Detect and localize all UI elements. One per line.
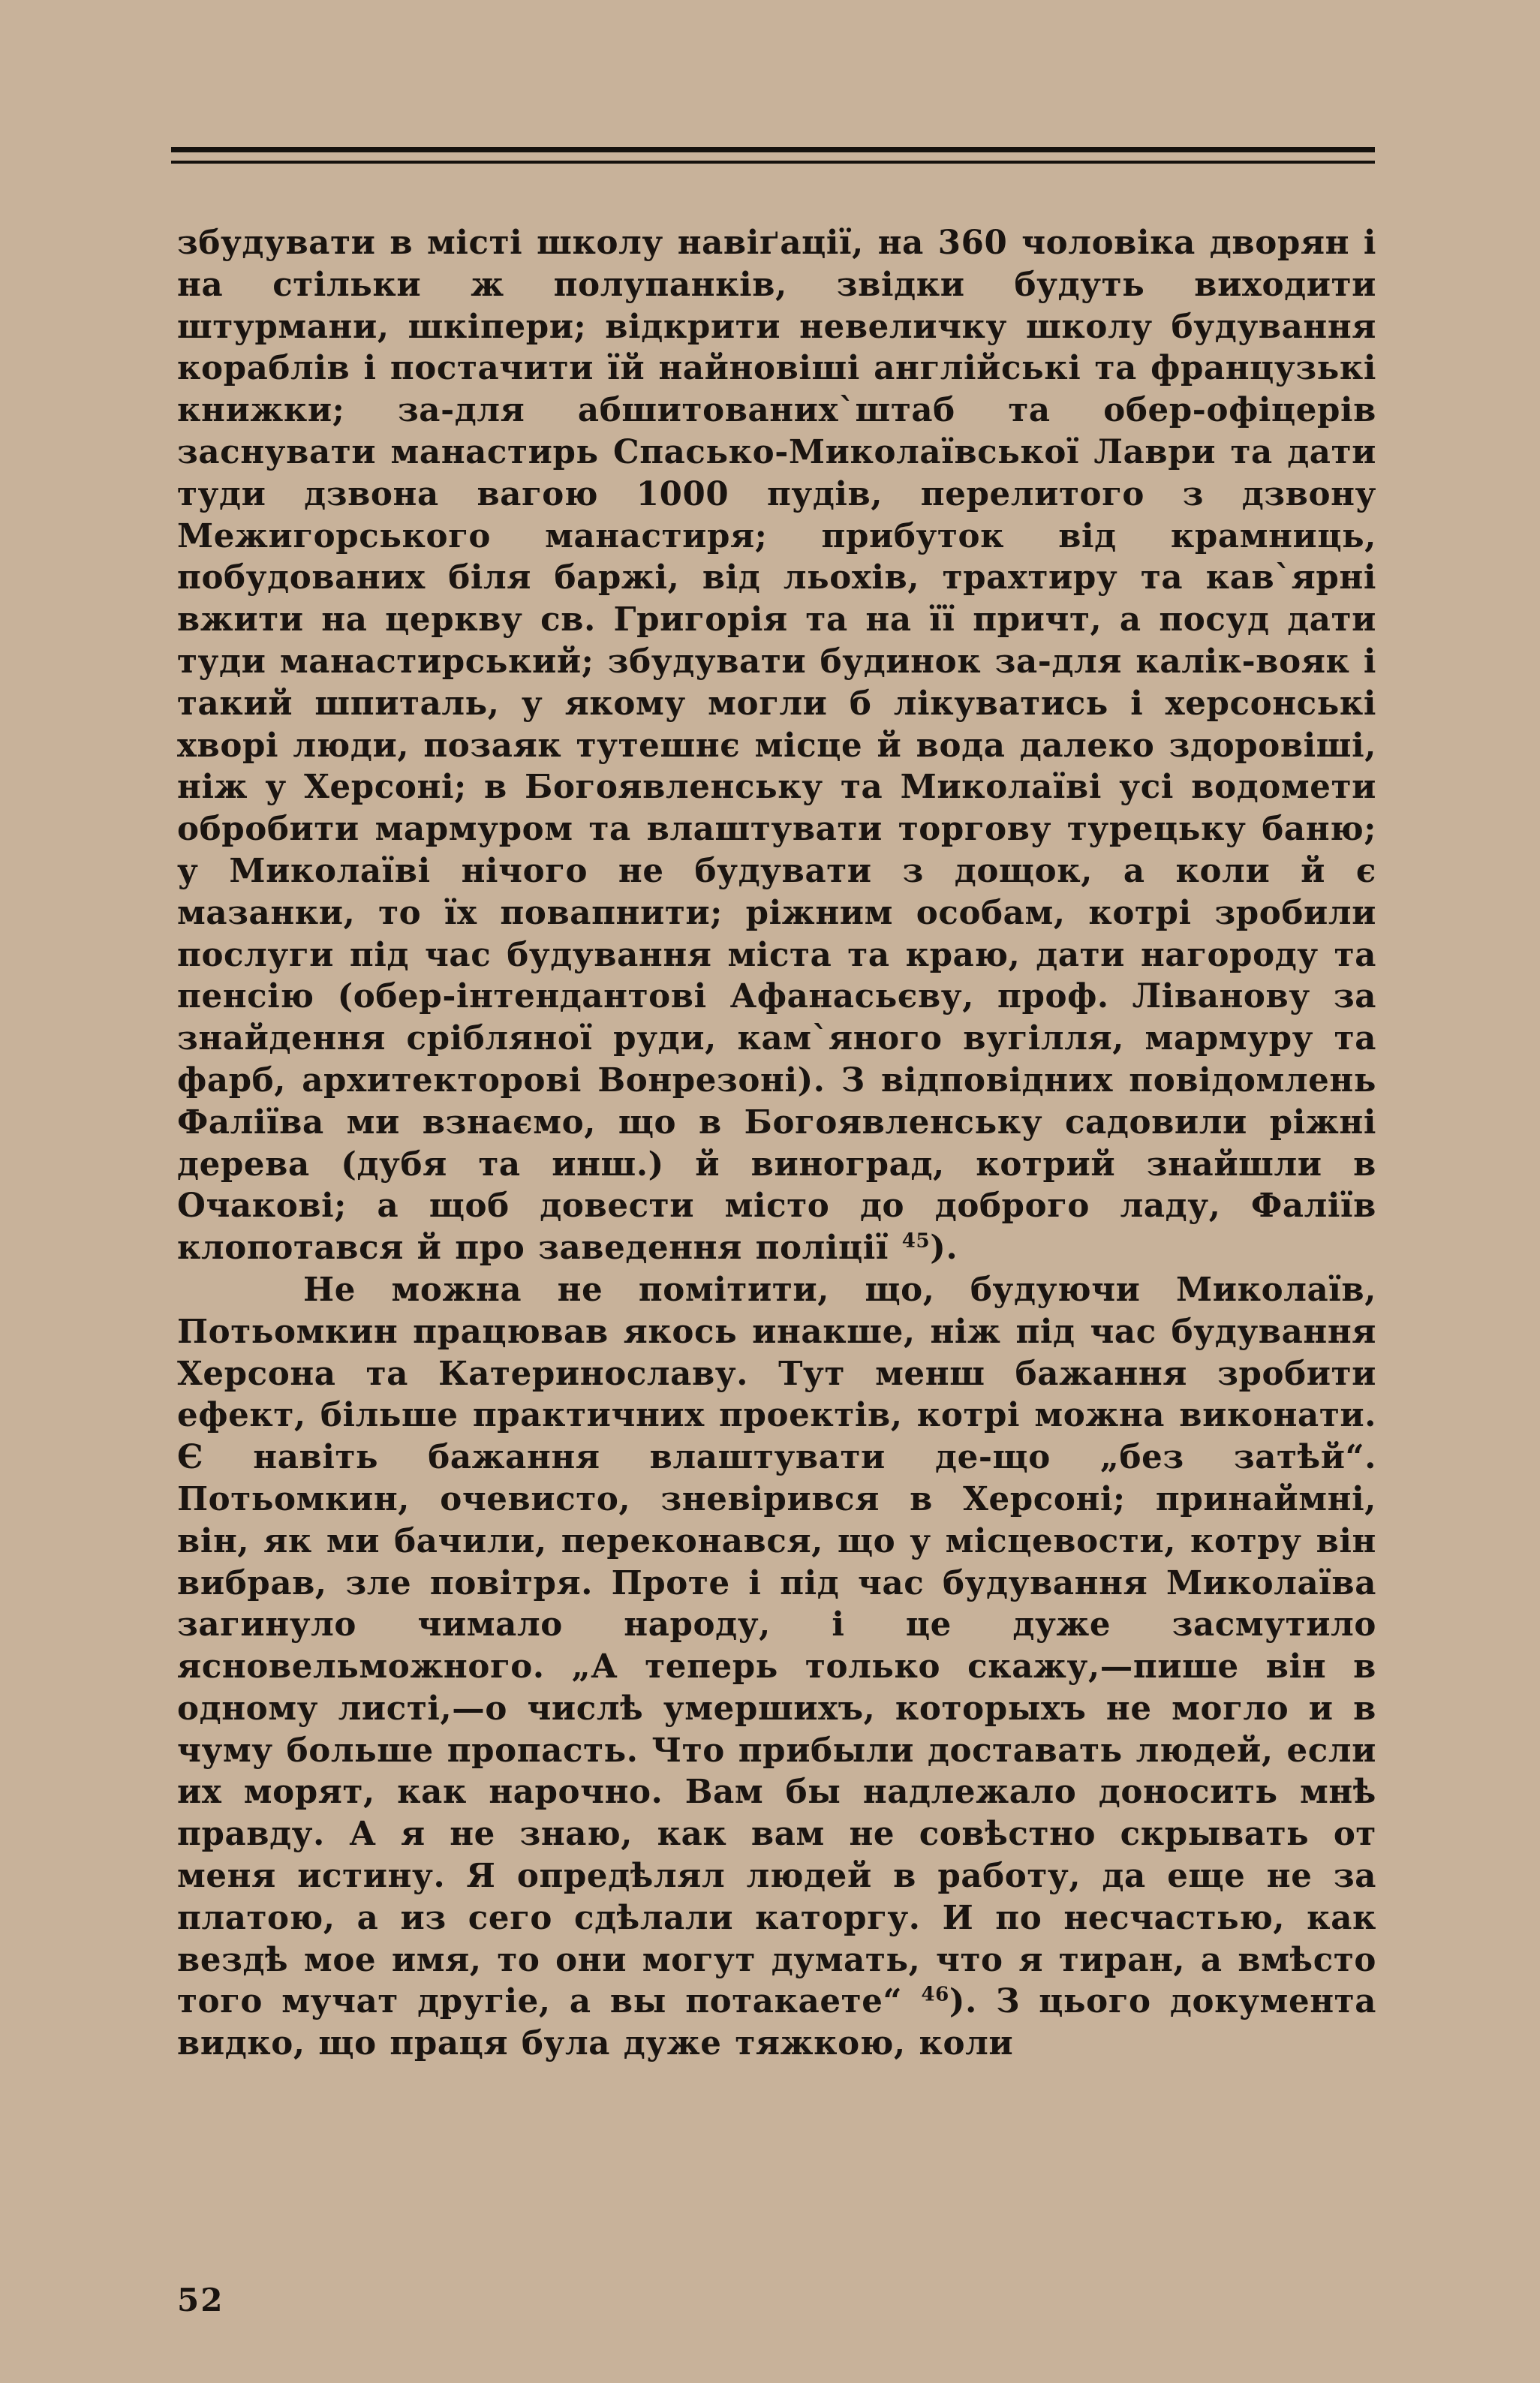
paragraph-2-end: ). З цього документа видко, що праця була дуже тяжкою, коли xyxy=(177,1982,1377,2063)
paragraph-1 xyxy=(177,222,1376,1269)
paragraph-1-end: ). xyxy=(930,1229,958,1268)
footnote-ref-46: 46 xyxy=(921,1982,949,2006)
header-rule-thick xyxy=(171,147,1375,152)
paragraph-2-text: Не можна не помітити, що, будуючи Миколаїв, Потьомкин працював якось инакше, ніж під час будування Херсона та Катеринославу. Тут менш бажання зробити ефект, більше практичних проектів, котрі можна виконати. Є навіть бажання влаштувати де-що „без затѣй“. Потьомкин, очевисто, зневірився в Херсоні; принаймні, він, як ми бачили, переконався, що у місцевости, котру він вибрав, зле повітря. Проте і під час будування Миколаїва загинуло чимало народу, і це дуже засмутило ясновельможного. „А теперь только скажу,—пише він в одному листі,—о числѣ умершихъ, которыхъ не могло и в чуму больше пропасть. Что прибыли доставать людей, если их морят, как нарочно. Вам бы надлежало доносить мнѣ правду. А я не знаю, как вам не совѣстно скрывать от меня истину. Я опредѣлял людей в работу, да еще не за платою, а из сего сдѣлали каторгу. И по несчастью, как вездѣ мое имя, то они могут думать, что я тиран, а вмѣсто того мучат другіе, а вы потакаете“ xyxy=(177,1270,1376,2021)
body-text xyxy=(177,222,1376,2065)
page-number: 52 xyxy=(177,2282,224,2318)
footnote-ref-45: 45 xyxy=(901,1229,931,1253)
header-rule-thin xyxy=(171,161,1375,164)
paragraph-2 xyxy=(177,1269,1376,2065)
paragraph-1-text: збудувати в місті школу навіґації, на 360 чоловіка дворян і на стільки ж полупанків, звідки будуть виходити штурмани, шкіпери; відкрити невеличку школу будування кораблів і постачити їй найновіші англійські та французькі книжки; за-для абшитованих`штаб та обер-офіцерів заснувати манастирь Спасько-Миколаївської Лаври та дати туди дзвона вагою 1000 пудів, перелитого з дзвону Межигорського манастиря; прибуток від крамниць, побудованих біля баржі, від льохів, трахтиру та кав`ярні вжити на церкву св. Григорія та на її причт, а посуд дати туди манастирський; збудувати будинок за-для калік-вояк і такий шпиталь, у якому могли б лікуватись і херсонські хворі люди, позаяк тутешнє місце й вода далеко здоровіші, ніж у Херсоні; в Богоявленську та Миколаїві усі водомети обробити мармуром та влаштувати торгову турецьку баню; у Миколаїві нічого не будувати з дощок, а коли й є мазанки, то їх повапнити; ріжним особам, котрі зробили послуги під час будування міста та краю, дати нагороду та пенсію (обер-інтендантові Афанасьєву, проф. Ліванову за знайдення срібляної руди, кам`яного вугілля, мармуру та фарб, архитекторові Вонрезоні). З відповідних повідомлень Фаліїва ми взнаємо, що в Богоявленську садовили ріжні дерева (дубя та инш.) й виноград, котрий знайшли в Очакові; а щоб довести місто до доброго ладу, Фаліїв клопотався й про заведення поліції xyxy=(177,224,1376,1268)
